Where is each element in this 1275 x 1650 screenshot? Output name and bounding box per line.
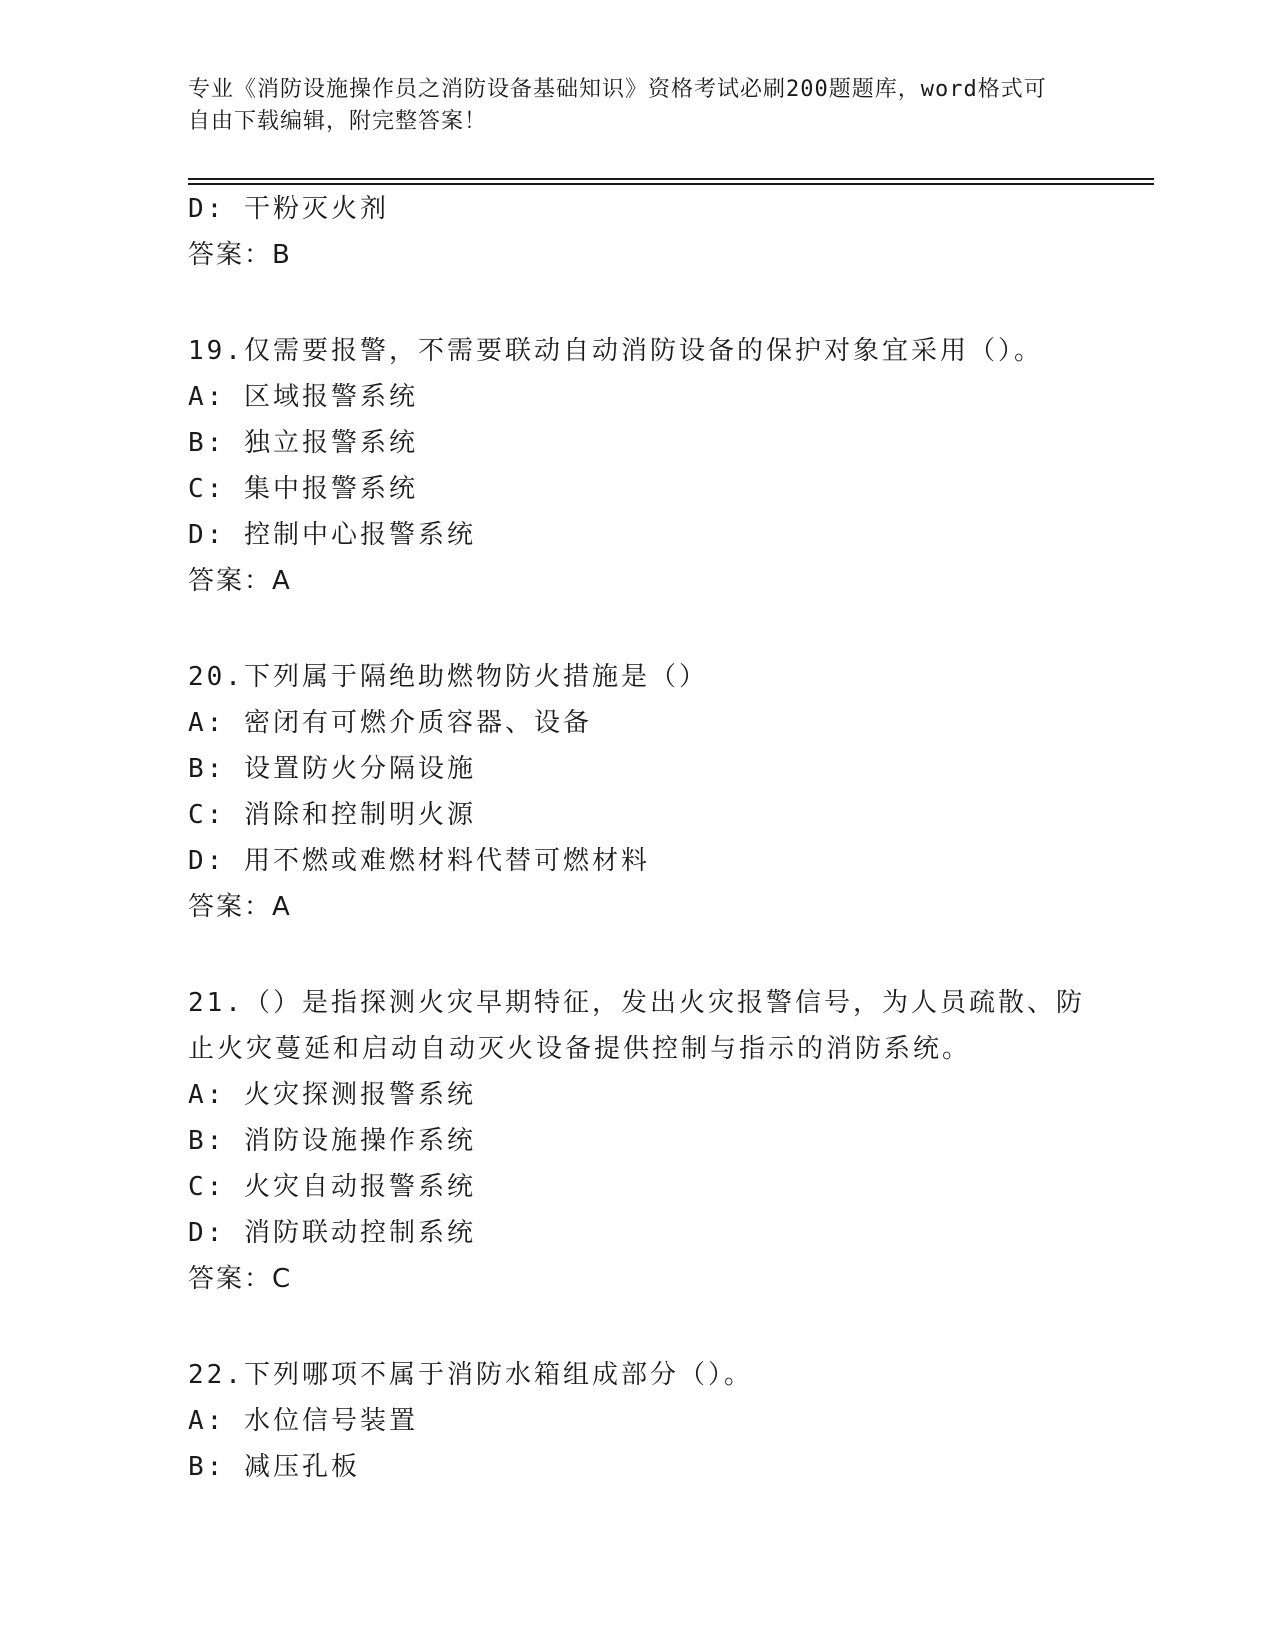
option-a: A: 密闭有可燃介质容器、设备 xyxy=(188,708,592,738)
answer-line: 答案：B xyxy=(188,240,292,270)
question-20 xyxy=(188,654,1088,930)
question-stem: 20.下列属于隔绝助燃物防火措施是（） xyxy=(188,662,708,692)
question-21 xyxy=(188,980,1088,1302)
option-a: A: 区域报警系统 xyxy=(188,382,418,412)
answer-line: 答案：A xyxy=(188,892,292,922)
option-b: B: 减压孔板 xyxy=(188,1452,360,1482)
option-c: C: 集中报警系统 xyxy=(188,474,418,504)
question-22 xyxy=(188,1352,1088,1490)
option-c: C: 火灾自动报警系统 xyxy=(188,1172,476,1202)
question-stem-line-1: 21.（）是指探测火灾早期特征，发出火灾报警信号，为人员疏散、防 xyxy=(188,988,1085,1018)
option-a: A: 水位信号装置 xyxy=(188,1406,418,1436)
document-header: 专业《消防设施操作员之消防设备基础知识》资格考试必刷200题题库，word格式可自由下载编辑，附完整答案！ xyxy=(188,77,1047,134)
header-divider-bottom xyxy=(188,183,1154,185)
question-19 xyxy=(188,328,1088,604)
option-b: B: 独立报警系统 xyxy=(188,428,418,458)
option-d: D: 消防联动控制系统 xyxy=(188,1218,476,1248)
option-d: D: 干粉灭火剂 xyxy=(188,194,389,224)
document-body xyxy=(188,186,1088,1490)
question-stem-line-2: 止火灾蔓延和启动自动灭火设备提供控制与指示的消防系统。 xyxy=(188,1034,972,1064)
header-divider-top xyxy=(188,178,1154,180)
question-stem: 19.仅需要报警，不需要联动自动消防设备的保护对象宜采用（）。 xyxy=(188,336,1043,366)
option-d: D: 控制中心报警系统 xyxy=(188,520,476,550)
option-d: D: 用不燃或难燃材料代替可燃材料 xyxy=(188,846,650,876)
answer-line: 答案：A xyxy=(188,566,292,596)
option-c: C: 消除和控制明火源 xyxy=(188,800,476,830)
option-b: B: 设置防火分隔设施 xyxy=(188,754,476,784)
option-a: A: 火灾探测报警系统 xyxy=(188,1080,476,1110)
question-stem: 22.下列哪项不属于消防水箱组成部分（）。 xyxy=(188,1360,753,1390)
answer-line: 答案：C xyxy=(188,1264,293,1294)
option-b: B: 消防设施操作系统 xyxy=(188,1126,476,1156)
